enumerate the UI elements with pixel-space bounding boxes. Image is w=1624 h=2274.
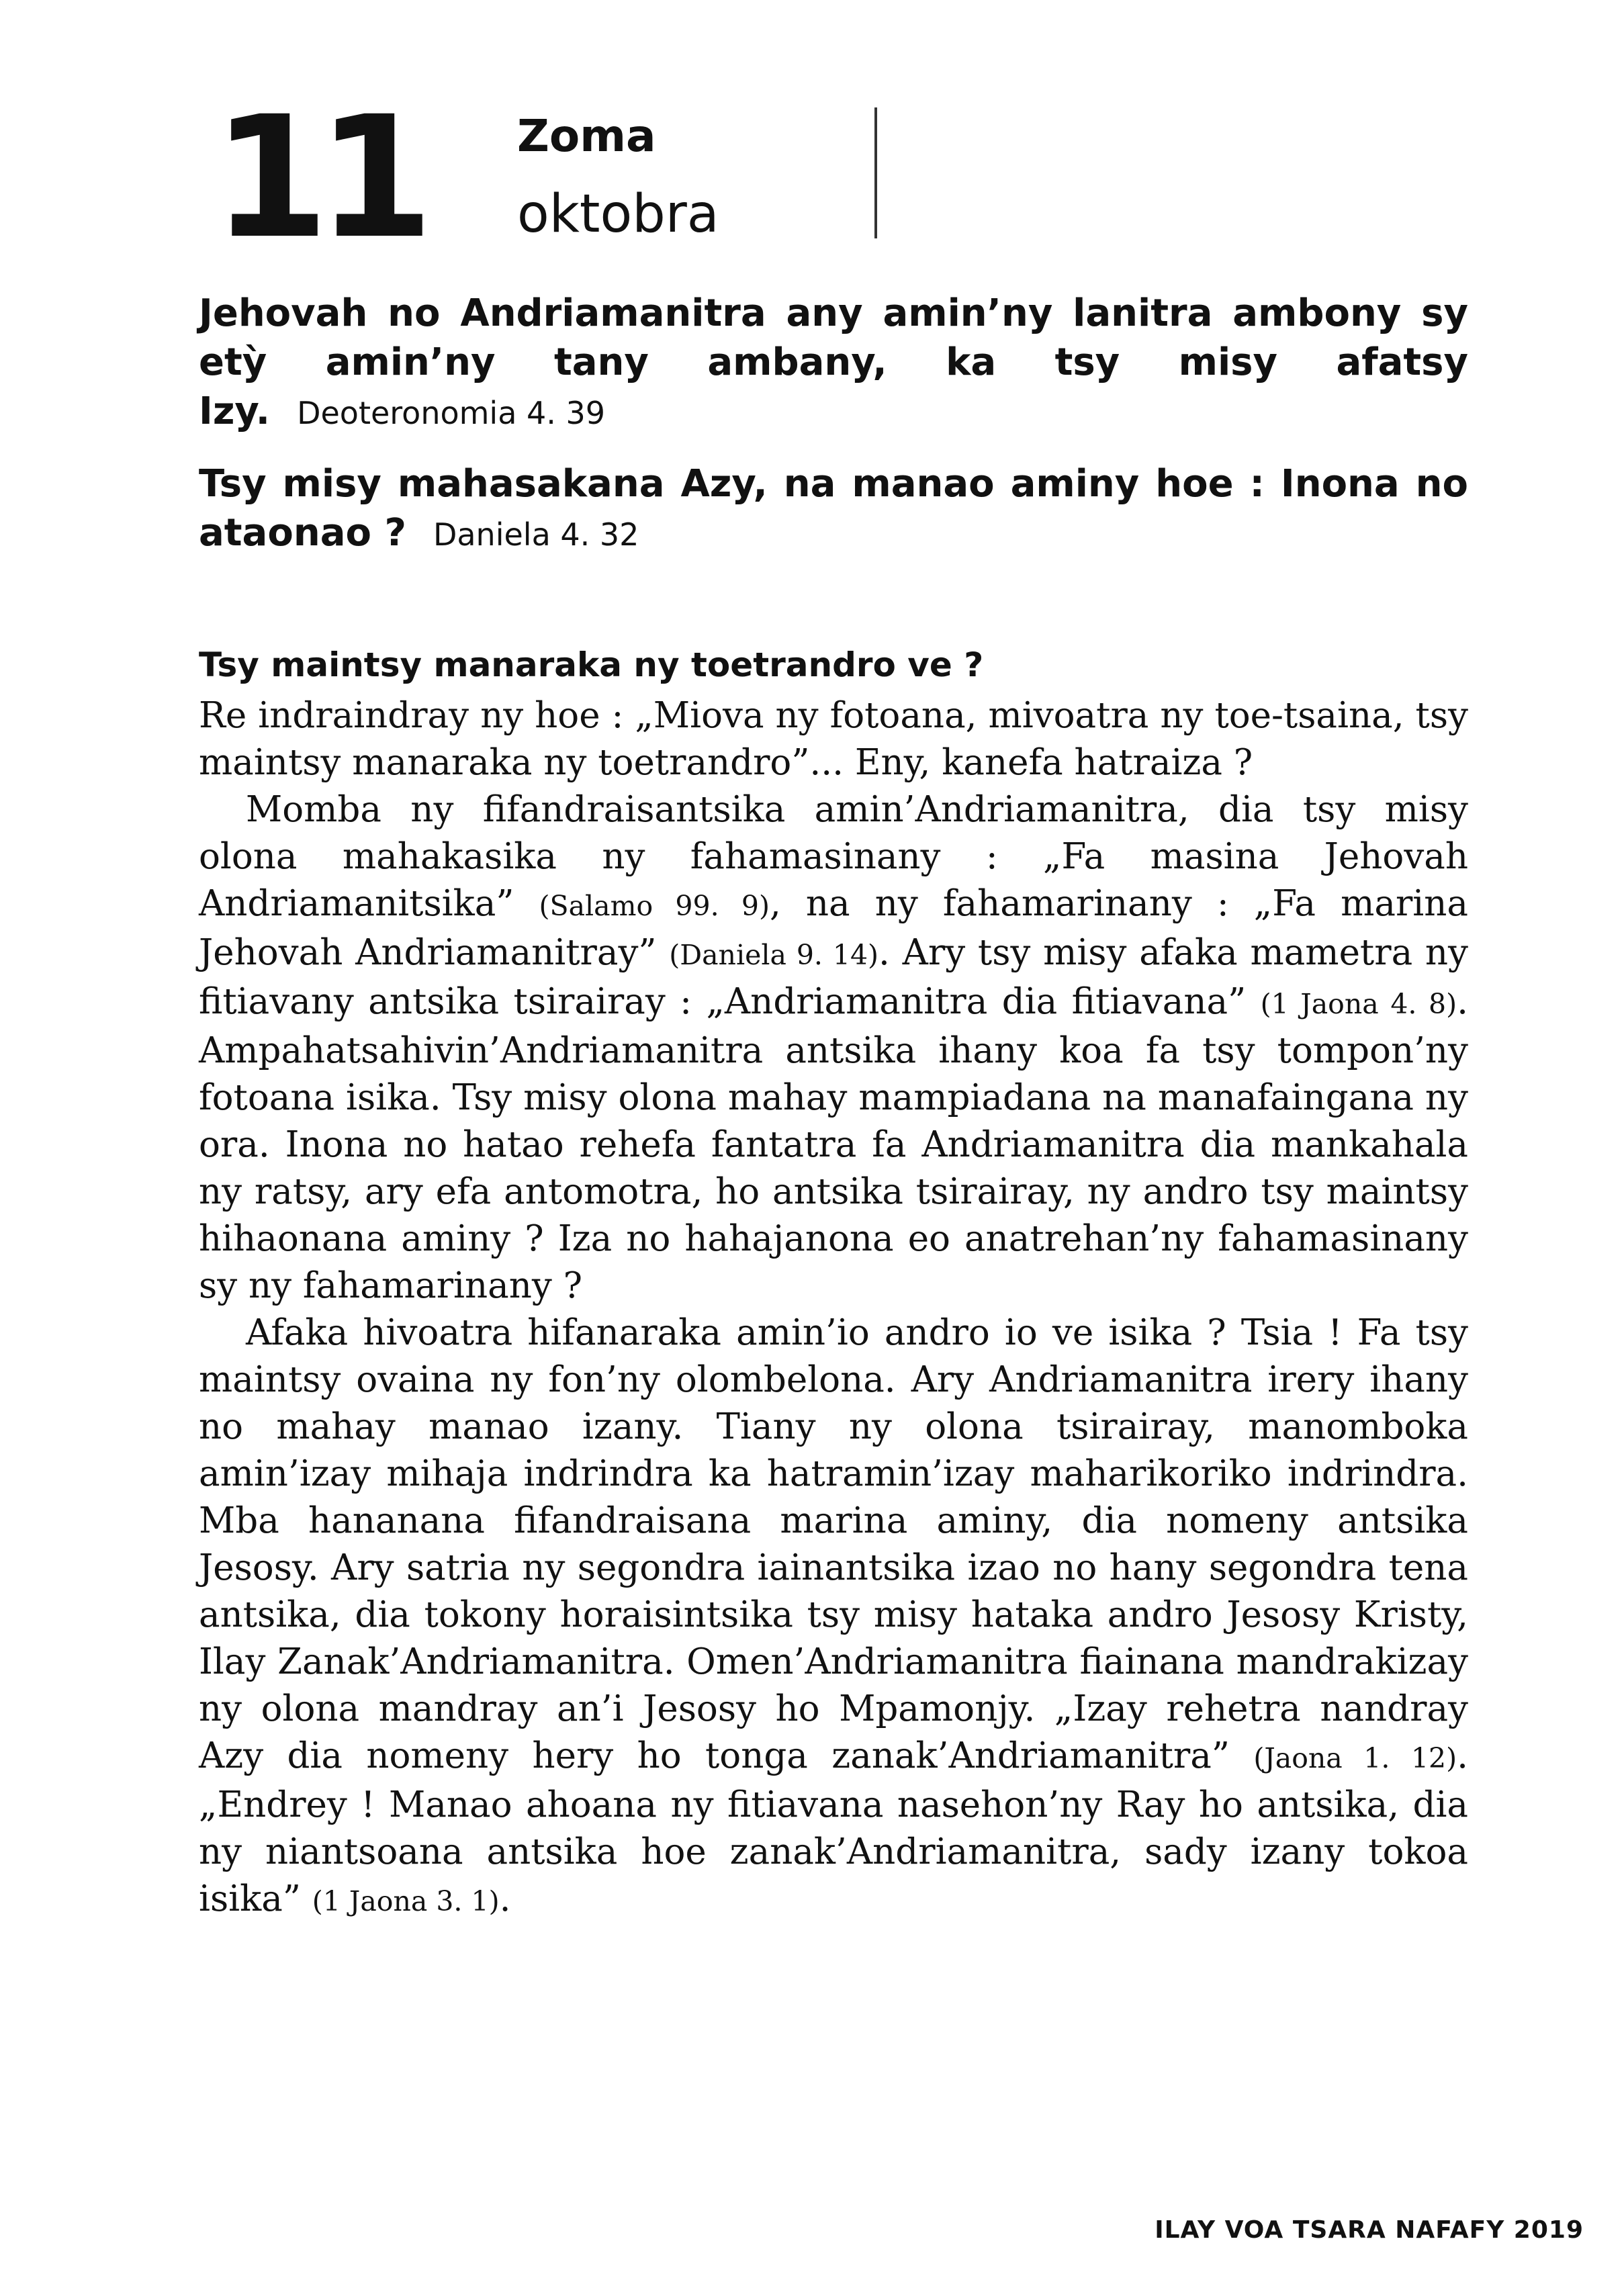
article-paragraph-1: Re indraindray ny hoe : „Miova ny fotoana, mivoatra ny toe-tsaina, tsy maintsy manaraka ny toetrandro”... Eny, kanefa hatraiza ? [199, 695, 1468, 783]
verse-2-reference: Daniela 4. 32 [433, 516, 639, 553]
p3-text-c: . [499, 1878, 511, 1919]
p2-text-d: . Ampahatsahivin’Andriamanitra antsika ihany koa fa tsy tompon’ny fotoana isika. Tsy misy olona mahay mampiadana na manafaingana ny ora. Inona no hatao rehefa fantatra fa Andriamanitra dia mankahala ny ratsy, ary efa antomotra, ho antsika tsirairay, ny andro tsy maintsy hihaonana aminy ? Iza no hahajanona eo anatrehan’ny fahamasinany sy ny fahamarinany ? [199, 981, 1468, 1306]
article-title: Tsy maintsy manaraka ny toetrandro ve ? [199, 645, 984, 684]
verse-2-text: Tsy misy mahasakana Azy, na manao aminy hoe : Inona no ataonao ? [199, 462, 1468, 555]
p3-text-a: Afaka hivoatra hifanaraka amin’io andro io ve isika ? Tsia ! Fa tsy maintsy ovaina ny fon’ny olombelona. Ary Andriamanitra irery ihany no mahay manao izany. Tiany ny olona tsirairay, manomboka amin’izay mihaja indrindra ka hatramin’izay maharikoriko indrindra. Mba hananana fifandraisana marina aminy, dia nomeny antsika Jesosy. Ary satria ny segondra iainantsika izao no hany segondra tena antsika, dia tokony horaisintsika tsy misy hataka andro Jesosy Kristy, Ilay Zanak’Andriamanitra. Omen’Andriamanitra fiainana mandrakizay ny olona mandray an’i Jesosy ho Mpamonjy. „Izay rehetra nandray Azy dia nomeny hery ho tonga zanak’Andriamanitra” [199, 1312, 1468, 1776]
weekday: Zoma [517, 110, 656, 162]
verse-1-text: Jehovah no Andriamanitra any amin’ny lanitra ambony sy etỳ amin’ny tany ambany, ka tsy misy afatsy Izy. [199, 291, 1468, 433]
article-paragraph-3 [199, 1310, 1468, 1925]
p2-text-c: . Ary tsy misy afaka mametra ny fitiavany antsika tsirairay : „Andriamanitra dia fitiavana” [199, 932, 1468, 1022]
verse-1-reference: Deoteronomia 4. 39 [297, 395, 606, 431]
p3-reference-1: (Jaona 1. 12) [1253, 1742, 1457, 1774]
article-paragraph-2 [199, 786, 1468, 1310]
verse-1 [199, 289, 1468, 438]
p3-reference-2: (1 Jaona 3. 1) [312, 1885, 500, 1917]
month: oktobra [517, 184, 719, 244]
devotional-article [199, 641, 1468, 1925]
header-divider [874, 107, 877, 238]
p2-reference-1: (Salamo 99. 9) [539, 890, 770, 922]
daily-verses [199, 289, 1468, 559]
day-number: 11 [212, 80, 422, 275]
p2-text-b: , na ny fahamarinany : „Fa marina Jehovah Andriamanitray” [199, 883, 1468, 973]
p2-text-a: Momba ny fifandraisantsika amin’Andriamanitra, dia tsy misy olona mahakasika ny fahamasinany : „Fa masina Jehovah Andriamanitsika” [199, 789, 1468, 924]
p2-reference-3: (1 Jaona 4. 8) [1260, 988, 1457, 1020]
footer-publication: ILAY VOA TSARA NAFAFY 2019 [1155, 2216, 1584, 2244]
p3-text-b: . „Endrey ! Manao ahoana ny fitiavana nasehon’ny Ray ho antsika, dia ny niantsoana antsika hoe zanak’Andriamanitra, sady izany tokoa isika” [199, 1735, 1468, 1919]
verse-2 [199, 459, 1468, 559]
p2-reference-2: (Daniela 9. 14) [669, 939, 879, 971]
